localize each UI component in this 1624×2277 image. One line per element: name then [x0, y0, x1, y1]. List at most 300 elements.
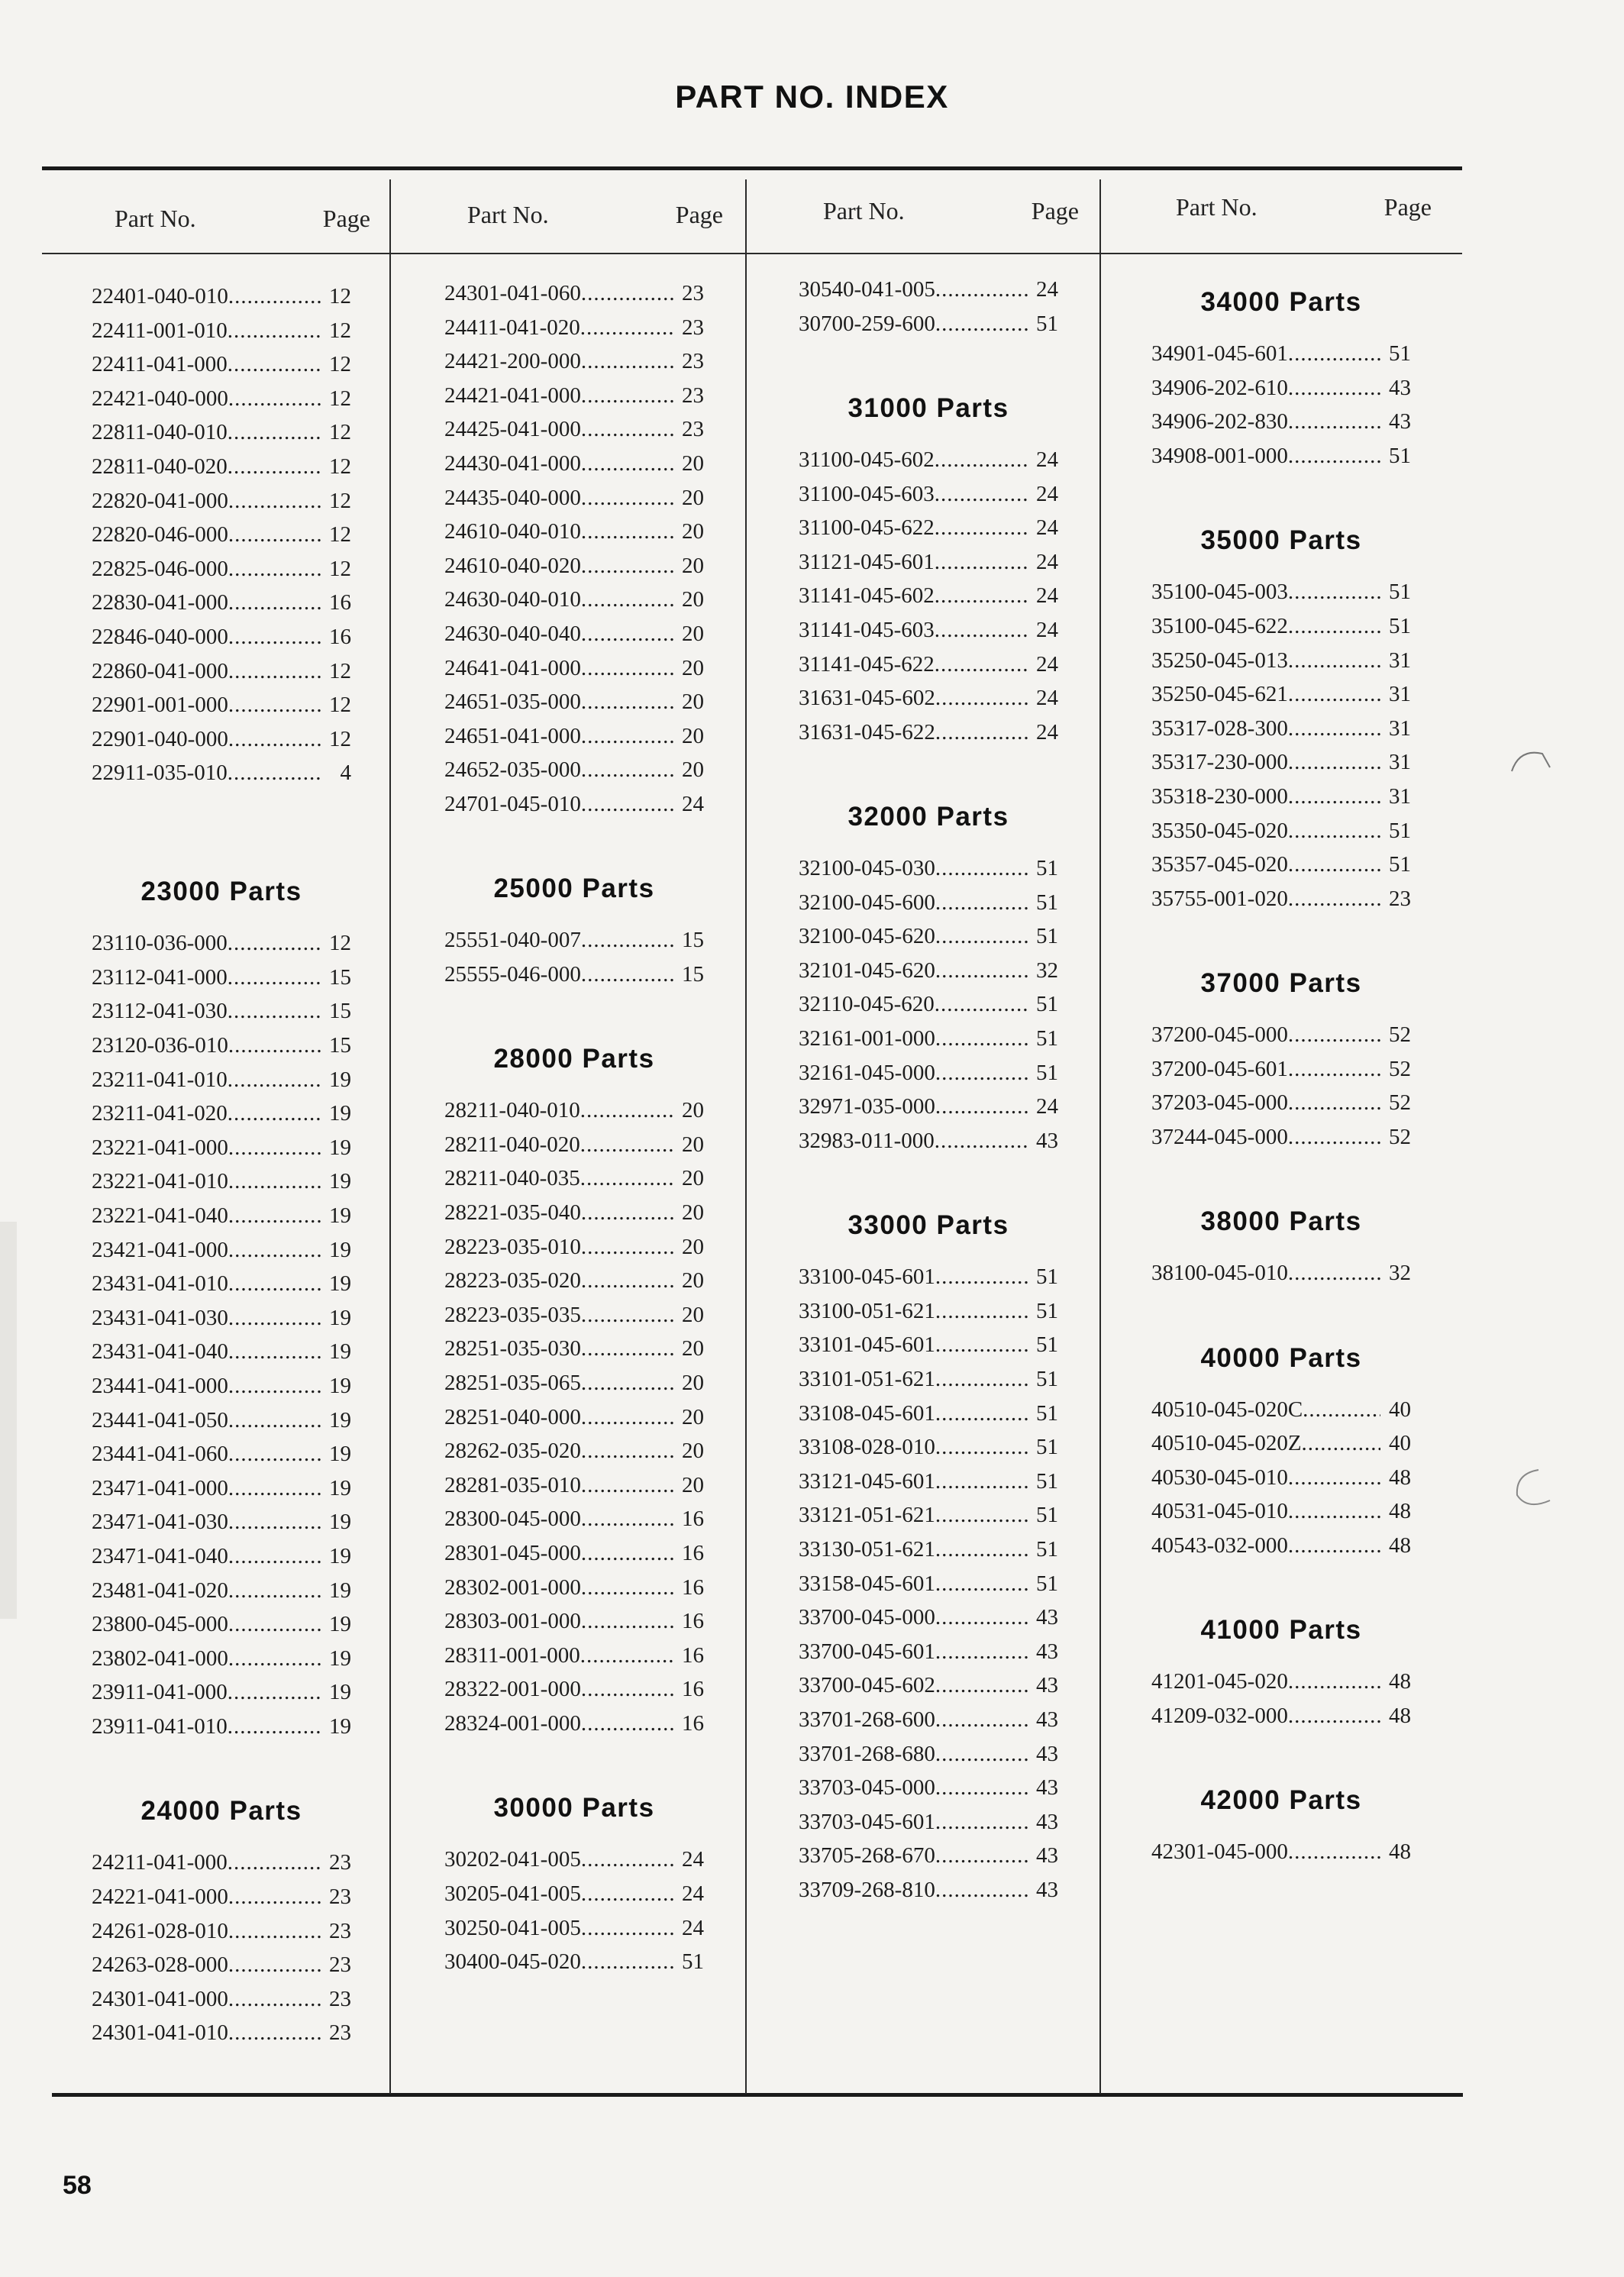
dot-leader — [935, 1465, 1028, 1499]
part-number: 34908-001-000 — [1151, 443, 1288, 468]
dot-leader — [228, 1539, 321, 1574]
part-number: 23110-036-000 — [92, 931, 228, 956]
page-ref: 20 — [682, 1336, 704, 1361]
part-number: 40530-045-010 — [1151, 1465, 1288, 1490]
dot-leader — [935, 987, 1028, 1022]
page-ref: 48 — [1389, 1499, 1411, 1524]
index-entry — [92, 1369, 351, 1403]
page-ref: 23 — [329, 1986, 351, 2011]
part-number: 34901-045-601 — [1151, 341, 1288, 367]
dot-leader — [228, 1948, 321, 1982]
part-number: 24651-035-000 — [444, 690, 581, 715]
page-ref: 52 — [1389, 1124, 1411, 1149]
part-number: 25551-040-007 — [444, 928, 581, 953]
index-entry — [1151, 1426, 1411, 1461]
index-entry — [799, 1465, 1058, 1499]
index-entry — [1151, 337, 1411, 371]
dot-leader — [581, 1911, 673, 1946]
page-ref: 51 — [1036, 1026, 1058, 1051]
dot-leader — [581, 1400, 673, 1435]
page-header: Page — [1383, 193, 1432, 221]
dot-leader — [1303, 1393, 1380, 1427]
spacer — [1151, 1733, 1411, 1768]
part-number: 32100-045-600 — [799, 890, 935, 915]
index-entry — [92, 1982, 351, 2017]
part-number: 22411-001-010 — [92, 318, 228, 343]
page-ref: 24 — [1036, 617, 1058, 642]
index-entry — [444, 1707, 704, 1741]
part-number: 28303-001-000 — [444, 1609, 581, 1634]
dot-leader — [1288, 1256, 1380, 1290]
index-entry — [444, 1911, 704, 1946]
index-entry — [799, 1533, 1058, 1567]
index-column-1 — [92, 279, 351, 2050]
index-entry — [1151, 848, 1411, 882]
index-entry — [92, 1574, 351, 1608]
part-number: 41201-045-020 — [1151, 1669, 1288, 1694]
part-number: 30202-041-005 — [444, 1847, 581, 1872]
index-entry — [444, 1230, 704, 1264]
page-ref: 12 — [329, 420, 351, 445]
index-entry — [92, 722, 351, 757]
index-entry — [799, 1328, 1058, 1362]
index-entry — [92, 1199, 351, 1233]
index-entry — [444, 1400, 704, 1435]
dot-leader — [581, 1571, 673, 1605]
dot-leader — [1288, 644, 1380, 678]
index-entry — [444, 1502, 704, 1536]
dot-leader — [1288, 780, 1380, 814]
page-ref: 24 — [1036, 686, 1058, 711]
page-ref: 12 — [329, 454, 351, 479]
index-entry — [444, 344, 704, 379]
index-entry — [92, 1335, 351, 1369]
part-number: 23221-041-010 — [92, 1169, 228, 1194]
dot-leader — [228, 722, 321, 757]
dot-leader — [228, 1471, 321, 1506]
part-number: 28211-040-010 — [444, 1098, 580, 1123]
page-ref: 48 — [1389, 1533, 1411, 1558]
dot-leader — [580, 1161, 673, 1196]
dot-leader — [935, 1294, 1028, 1329]
dot-leader — [1288, 848, 1380, 882]
dot-leader — [228, 1233, 321, 1268]
index-entry — [444, 1571, 704, 1605]
part-number: 24610-040-010 — [444, 519, 581, 544]
part-number: 23911-041-010 — [92, 1713, 228, 1739]
dot-leader — [935, 579, 1028, 613]
part-number: 28251-035-065 — [444, 1371, 581, 1395]
index-entry — [799, 1056, 1058, 1090]
page-ref: 19 — [329, 1237, 351, 1262]
dot-leader — [581, 1604, 673, 1639]
page-ref: 24 — [1036, 277, 1058, 302]
part-number: 33701-268-600 — [799, 1707, 935, 1732]
index-entry — [444, 1639, 704, 1673]
part-number: 33108-045-601 — [799, 1400, 935, 1426]
dot-leader — [228, 688, 321, 722]
page-ref: 43 — [1036, 1673, 1058, 1698]
page-ref: 15 — [329, 999, 351, 1024]
index-entry — [799, 1839, 1058, 1873]
index-entry — [444, 549, 704, 583]
section-heading: 31000 Parts — [848, 393, 1009, 424]
part-number: 40531-045-010 — [1151, 1499, 1288, 1524]
dot-leader — [228, 1574, 321, 1608]
dot-leader — [935, 1600, 1028, 1635]
dot-leader — [581, 753, 673, 787]
dot-leader — [1288, 1699, 1380, 1733]
page-ref: 31 — [1389, 648, 1411, 673]
index-entry — [1151, 1393, 1411, 1427]
dot-leader — [228, 1437, 321, 1471]
page-ref: 24 — [1036, 481, 1058, 506]
page-ref: 19 — [329, 1271, 351, 1297]
page-ref: 51 — [1036, 890, 1058, 915]
part-number: 23421-041-000 — [92, 1237, 228, 1262]
spacer — [1151, 1154, 1411, 1188]
part-number: 24652-035-000 — [444, 757, 581, 783]
part-number: 23481-041-020 — [92, 1578, 228, 1603]
dot-leader — [228, 961, 321, 995]
dot-leader — [1288, 1461, 1380, 1495]
dot-leader — [228, 1914, 321, 1949]
page-ref: 52 — [1389, 1090, 1411, 1116]
part-number: 28251-040-000 — [444, 1404, 581, 1429]
dot-leader — [581, 1196, 673, 1230]
page-ref: 48 — [1389, 1703, 1411, 1728]
part-number: 32101-045-620 — [799, 958, 935, 983]
index-entry — [92, 279, 351, 314]
dot-leader — [228, 347, 321, 382]
index-entry — [1151, 1699, 1411, 1733]
part-number: 23431-041-040 — [92, 1339, 228, 1365]
part-number: 33101-045-601 — [799, 1332, 935, 1358]
dot-leader — [228, 620, 321, 654]
section-heading: 24000 Parts — [140, 1796, 302, 1826]
page-ref: 23 — [682, 281, 704, 305]
page-ref: 12 — [329, 931, 351, 956]
page-ref: 16 — [329, 624, 351, 649]
dot-leader — [935, 613, 1028, 648]
page-ref: 51 — [1036, 1298, 1058, 1323]
page-ref: 51 — [1389, 443, 1411, 468]
page-ref: 51 — [1036, 992, 1058, 1017]
part-number: 35755-001-020 — [1151, 886, 1288, 911]
dot-leader — [581, 379, 673, 413]
page-ref: 48 — [1389, 1839, 1411, 1865]
part-number: 35318-230-000 — [1151, 783, 1288, 809]
column-header — [115, 205, 370, 233]
index-entry — [444, 1672, 704, 1707]
dot-leader — [228, 2016, 321, 2050]
dot-leader — [228, 1164, 321, 1199]
page-ref: 32 — [1389, 1261, 1411, 1286]
page-ref: 15 — [682, 961, 704, 987]
dot-leader — [581, 515, 673, 549]
dot-leader — [228, 518, 321, 552]
part-number: 40543-032-000 — [1151, 1533, 1288, 1558]
dot-leader — [228, 1199, 321, 1233]
dot-leader — [228, 1846, 321, 1880]
index-entry — [92, 1607, 351, 1642]
dot-leader — [581, 344, 673, 379]
part-number: 23112-041-030 — [92, 999, 228, 1024]
part-number: 22411-041-000 — [92, 352, 228, 377]
dot-leader — [228, 1642, 321, 1676]
part-number: 23911-041-000 — [92, 1680, 228, 1705]
page-ref: 19 — [329, 1203, 351, 1229]
index-entry — [92, 1914, 351, 1949]
dot-leader — [935, 1022, 1028, 1056]
index-entry — [799, 1703, 1058, 1737]
page-ref: 12 — [329, 726, 351, 751]
index-entry — [92, 347, 351, 382]
part-number: 28211-040-035 — [444, 1166, 580, 1191]
index-entry — [444, 447, 704, 481]
page-ref: 20 — [682, 1404, 704, 1429]
part-number: 23211-041-010 — [92, 1067, 228, 1092]
part-number: 23221-041-000 — [92, 1135, 228, 1160]
dot-leader — [935, 1362, 1028, 1397]
index-entry — [444, 412, 704, 447]
page-ref: 16 — [682, 1710, 704, 1736]
spacer — [92, 790, 351, 858]
dot-leader — [1288, 1018, 1380, 1052]
index-entry — [444, 651, 704, 686]
page-ref: 48 — [1389, 1669, 1411, 1694]
page-ref: 43 — [1036, 1707, 1058, 1732]
dot-leader — [581, 787, 673, 822]
part-number: 31141-045-603 — [799, 617, 935, 642]
page-ref: 51 — [1036, 1060, 1058, 1085]
part-number: 24301-041-060 — [444, 281, 581, 305]
page-ref: 51 — [1389, 852, 1411, 877]
part-number: 23441-041-050 — [92, 1407, 228, 1432]
dot-leader — [935, 715, 1028, 750]
page-ref: 43 — [1036, 1775, 1058, 1801]
index-entry — [444, 515, 704, 549]
spacer — [444, 822, 704, 856]
page-ref: 19 — [329, 1646, 351, 1671]
page-ref: 23 — [682, 383, 704, 408]
part-number: 22830-041-000 — [92, 590, 228, 615]
page-ref: 23 — [682, 315, 704, 340]
page-ref: 51 — [1036, 311, 1058, 336]
part-number: 33709-268-810 — [799, 1877, 935, 1902]
page-ref: 24 — [1036, 515, 1058, 541]
page-ref: 20 — [682, 553, 704, 578]
dot-leader — [581, 685, 673, 719]
part-number: 34906-202-610 — [1151, 375, 1288, 400]
part-number: 33100-051-621 — [799, 1298, 935, 1323]
page-ref: 19 — [329, 1339, 351, 1365]
section-heading: 38000 Parts — [1200, 1206, 1362, 1237]
dot-leader — [935, 1635, 1028, 1669]
part-number: 32983-011-000 — [799, 1128, 935, 1153]
page-ref: 20 — [682, 1234, 704, 1259]
part-no-header: Part No. — [115, 205, 196, 232]
part-number: 22820-041-000 — [92, 488, 228, 513]
page-ref: 20 — [682, 1268, 704, 1294]
index-entry — [1151, 644, 1411, 678]
part-number: 33703-045-601 — [799, 1809, 935, 1834]
part-number: 24425-041-000 — [444, 417, 581, 442]
index-entry — [444, 1434, 704, 1468]
index-column-3 — [799, 273, 1058, 1907]
spacer — [444, 1741, 704, 1775]
index-entry — [444, 1298, 704, 1332]
page-ref: 24 — [1036, 1094, 1058, 1119]
index-entry — [1151, 1256, 1411, 1290]
part-number: 30205-041-005 — [444, 1881, 581, 1906]
index-entry — [799, 1771, 1058, 1805]
dot-leader — [935, 1703, 1028, 1737]
part-number: 33703-045-000 — [799, 1775, 935, 1801]
page-header: Page — [1031, 197, 1079, 224]
part-number: 38100-045-010 — [1151, 1261, 1288, 1286]
index-entry — [799, 273, 1058, 307]
page-ref: 20 — [682, 1439, 704, 1464]
dot-leader — [1288, 1086, 1380, 1120]
dot-leader — [935, 886, 1028, 920]
index-entry — [444, 1536, 704, 1571]
spacer — [799, 1158, 1058, 1192]
index-entry — [92, 450, 351, 484]
part-number: 28221-035-040 — [444, 1200, 581, 1226]
part-number: 22846-040-000 — [92, 624, 228, 649]
page-ref: 12 — [329, 318, 351, 343]
index-entry — [1151, 1052, 1411, 1087]
dot-leader — [935, 477, 1028, 512]
dot-leader — [1288, 1052, 1380, 1087]
page-ref: 24 — [682, 791, 704, 816]
dot-leader — [581, 1298, 673, 1332]
part-number: 24430-041-000 — [444, 451, 581, 476]
page-ref: 52 — [1389, 1056, 1411, 1081]
column-divider — [745, 179, 747, 2094]
dot-leader — [228, 1880, 321, 1914]
index-entry — [92, 484, 351, 518]
dot-leader — [935, 1567, 1028, 1601]
index-entry — [92, 518, 351, 552]
dot-leader — [935, 851, 1028, 886]
page-ref: 43 — [1389, 409, 1411, 434]
dot-leader — [1288, 1529, 1380, 1563]
index-entry — [92, 1880, 351, 1914]
index-entry — [799, 579, 1058, 613]
dot-leader — [581, 617, 673, 651]
index-entry — [92, 1131, 351, 1165]
part-number: 40510-045-020Z — [1151, 1431, 1302, 1456]
dot-leader — [935, 1533, 1028, 1567]
dot-leader — [581, 1945, 673, 1979]
punch-hole-mark — [1508, 1466, 1554, 1512]
index-entry — [92, 415, 351, 450]
part-number: 32100-045-620 — [799, 924, 935, 949]
dot-leader — [228, 1369, 321, 1403]
page-ref: 16 — [682, 1677, 704, 1702]
spacer — [444, 991, 704, 1025]
part-number: 33121-045-601 — [799, 1468, 935, 1494]
dot-leader — [1288, 677, 1380, 712]
page-header: Page — [675, 201, 723, 228]
dot-leader — [228, 1131, 321, 1165]
page-ref: 40 — [1389, 1397, 1411, 1422]
index-entry — [1151, 1494, 1411, 1529]
part-number: 28301-045-000 — [444, 1540, 581, 1565]
part-number: 24411-041-020 — [444, 315, 580, 340]
page-header: Page — [322, 205, 370, 232]
page-title: PART NO. INDEX — [675, 79, 949, 115]
index-entry — [92, 1437, 351, 1471]
part-number: 31141-045-622 — [799, 651, 935, 677]
section-heading: 23000 Parts — [140, 877, 302, 907]
part-number: 28223-035-020 — [444, 1268, 581, 1294]
page-ref: 51 — [1036, 1503, 1058, 1528]
spacer — [1151, 1563, 1411, 1597]
dot-leader — [228, 1063, 321, 1097]
dot-leader — [1288, 371, 1380, 405]
page-ref: 20 — [682, 723, 704, 748]
dot-leader — [581, 1230, 673, 1264]
index-entry — [1151, 575, 1411, 609]
dot-leader — [228, 1505, 321, 1539]
page-ref: 20 — [682, 1200, 704, 1226]
index-entry — [1151, 405, 1411, 439]
dot-leader — [581, 1536, 673, 1571]
page-ref: 16 — [682, 1609, 704, 1634]
dot-leader — [580, 311, 673, 345]
page-ref: 51 — [682, 1949, 704, 1975]
page-ref: 52 — [1389, 1022, 1411, 1048]
part-number: 33700-045-601 — [799, 1639, 935, 1664]
page-ref: 23 — [329, 1952, 351, 1978]
index-entry — [799, 715, 1058, 750]
page-ref: 24 — [682, 1847, 704, 1872]
index-entry — [444, 1877, 704, 1911]
index-entry — [1151, 882, 1411, 916]
dot-leader — [581, 447, 673, 481]
index-entry — [1151, 439, 1411, 473]
dot-leader — [228, 1267, 321, 1301]
index-entry — [799, 919, 1058, 954]
page-ref: 51 — [1389, 580, 1411, 605]
part-number: 23802-041-000 — [92, 1646, 228, 1671]
index-entry — [799, 1668, 1058, 1703]
page-ref: 43 — [1036, 1605, 1058, 1630]
page-ref: 23 — [682, 349, 704, 374]
dot-leader — [935, 1498, 1028, 1533]
part-number: 23800-045-000 — [92, 1612, 228, 1637]
part-number: 24641-041-000 — [444, 655, 581, 680]
dot-leader — [228, 279, 321, 314]
page-ref: 51 — [1036, 1400, 1058, 1426]
dot-leader — [1302, 1426, 1380, 1461]
page-ref: 20 — [682, 1371, 704, 1395]
page-ref: 31 — [1389, 682, 1411, 707]
index-entry — [92, 1029, 351, 1063]
page-ref: 51 — [1389, 341, 1411, 367]
index-entry — [92, 926, 351, 961]
index-entry — [799, 1397, 1058, 1431]
index-entry — [92, 1642, 351, 1676]
index-entry — [92, 1471, 351, 1506]
dot-leader — [1288, 405, 1380, 439]
part-number: 33100-045-601 — [799, 1264, 935, 1290]
part-number: 22901-040-000 — [92, 726, 228, 751]
index-entry — [444, 1196, 704, 1230]
